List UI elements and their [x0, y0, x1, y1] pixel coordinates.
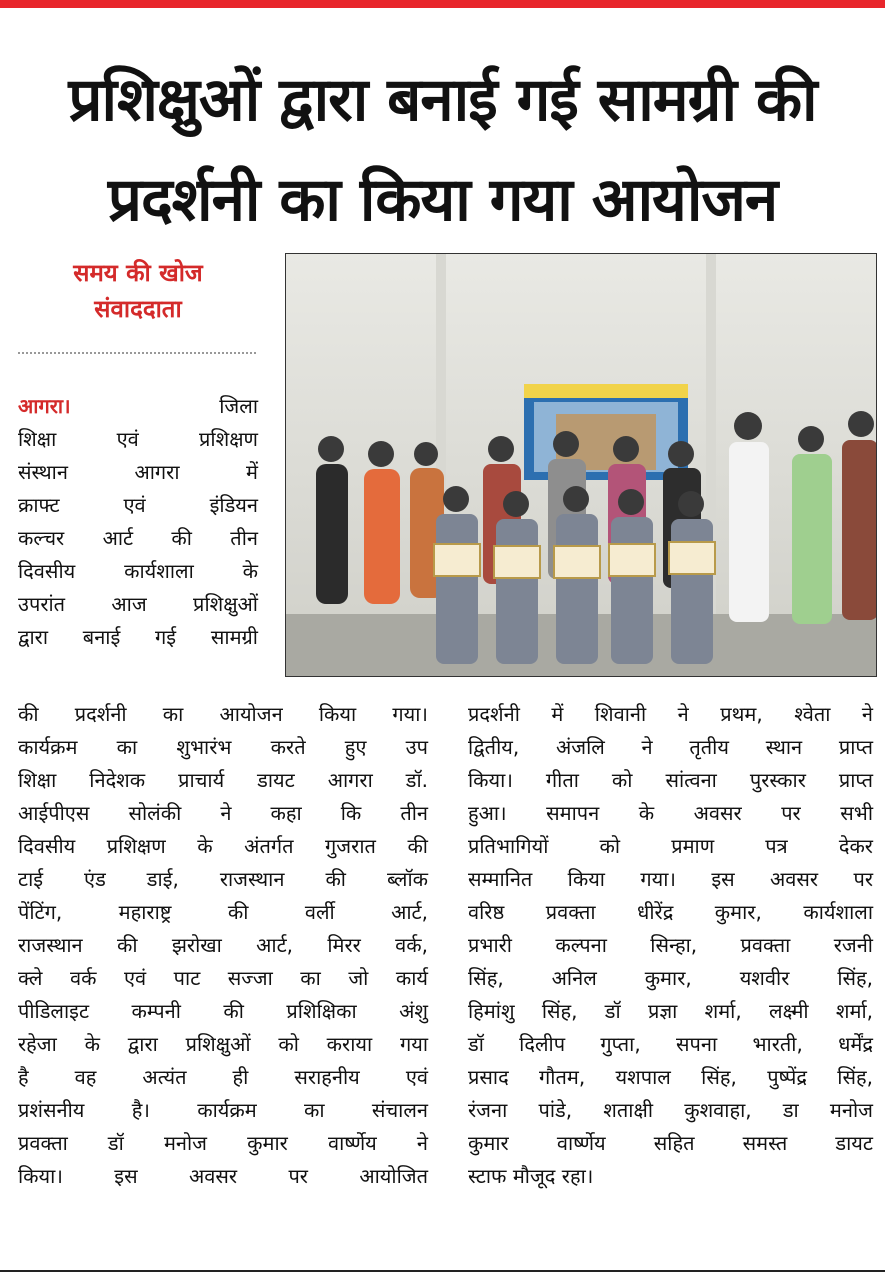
article-line: कार्यक्रम का शुभारंभ करते हुए उप — [18, 735, 428, 759]
event-photo-illustration — [286, 254, 876, 676]
byline — [18, 255, 258, 327]
article-line: प्रवक्ता डॉ मनोज कुमार वार्ष्णेय ने — [18, 1131, 428, 1155]
article-line: प्रदर्शनी में शिवानी ने प्रथम, श्वेता ने — [468, 702, 873, 726]
article-line: क्राफ्ट एवं इंडियन — [18, 493, 258, 517]
byline-source: समय की खोज — [73, 259, 203, 287]
article-line: द्वितीय, अंजलि ने तृतीय स्थान प्राप्त — [468, 735, 873, 759]
article-line: वरिष्ठ प्रवक्ता धीरेंद्र कुमार, कार्यशाला — [468, 900, 873, 924]
article-line: शिक्षा एवं प्रशिक्षण — [18, 427, 258, 451]
article-line: सिंह, अनिल कुमार, यशवीर सिंह, — [468, 966, 873, 990]
headline-line-2: प्रदर्शनी का किया गया आयोजन — [107, 165, 778, 235]
event-photo — [285, 253, 877, 677]
article-line: राजस्थान की झरोखा आर्ट, मिरर वर्क, — [18, 933, 428, 957]
article-line: प्रभारी कल्पना सिन्हा, प्रवक्ता रजनी — [468, 933, 873, 957]
article-line: द्वारा बनाई गई सामग्री — [18, 625, 258, 649]
article-column-left-top — [18, 390, 258, 690]
article-line: शिक्षा निदेशक प्राचार्य डायट आगरा डॉ. — [18, 768, 428, 792]
article-line: सम्मानित किया गया। इस अवसर पर — [468, 867, 873, 891]
article-line: हिमांशु सिंह, डॉ प्रज्ञा शर्मा, लक्ष्मी शर्मा, — [468, 999, 873, 1023]
article-line: पीडिलाइट कम्पनी की प्रशिक्षिका अंशु — [18, 999, 428, 1023]
article-line: संस्थान आगरा में — [18, 460, 258, 484]
article-line: प्रतिभागियों को प्रमाण पत्र देकर — [468, 834, 873, 858]
article-line: किया। इस अवसर पर आयोजित — [18, 1164, 428, 1188]
article-line: रहेजा के द्वारा प्रशिक्षुओं को कराया गया — [18, 1032, 428, 1056]
article-line: आगरा। जिला — [18, 394, 258, 418]
article-line: दिवसीय प्रशिक्षण के अंतर्गत गुजरात की — [18, 834, 428, 858]
article-line: पेंटिंग, महाराष्ट्र की वर्ली आर्ट, — [18, 900, 428, 924]
article-line: टाई एंड डाई, राजस्थान की ब्लॉक — [18, 867, 428, 891]
article-column-right — [468, 698, 873, 1258]
article-line: प्रशंसनीय है। कार्यक्रम का संचालन — [18, 1098, 428, 1122]
article-line: कल्चर आर्ट की तीन — [18, 526, 258, 550]
article-line: क्ले वर्क एवं पाट सज्जा का जो कार्य — [18, 966, 428, 990]
article-line: की प्रदर्शनी का आयोजन किया गया। — [18, 702, 428, 726]
article-line: किया। गीता को सांत्वना पुरस्कार प्राप्त — [468, 768, 873, 792]
bottom-rule — [0, 1270, 885, 1272]
article-line: रंजना पांडे, शताक्षी कुशवाहा, डा मनोज — [468, 1098, 873, 1122]
byline-role: संवाददाता — [94, 295, 182, 323]
article-line: प्रसाद गौतम, यशपाल सिंह, पुष्पेंद्र सिंह, — [468, 1065, 873, 1089]
article-column-left-bottom — [18, 698, 428, 1258]
article-line: डॉ दिलीप गुप्ता, सपना भारती, धर्मेंद्र — [468, 1032, 873, 1056]
article-line: स्टाफ मौजूद रहा। — [468, 1164, 594, 1188]
article-line: आईपीएस सोलंकी ने कहा कि तीन — [18, 801, 428, 825]
byline-divider — [18, 352, 256, 354]
article-line: है वह अत्यंत ही सराहनीय एवं — [18, 1065, 428, 1089]
dateline: आगरा। — [18, 394, 71, 418]
article-line: दिवसीय कार्यशाला के — [18, 559, 258, 583]
headline-line-1: प्रशिक्षुओं द्वारा बनाई गई सामग्री की — [68, 65, 817, 135]
top-red-bar — [0, 0, 885, 8]
article-line: कुमार वार्ष्णेय सहित समस्त डायट — [468, 1131, 873, 1155]
headline — [0, 50, 885, 250]
article-line: हुआ। समापन के अवसर पर सभी — [468, 801, 873, 825]
article-line: उपरांत आज प्रशिक्षुओं — [18, 592, 258, 616]
